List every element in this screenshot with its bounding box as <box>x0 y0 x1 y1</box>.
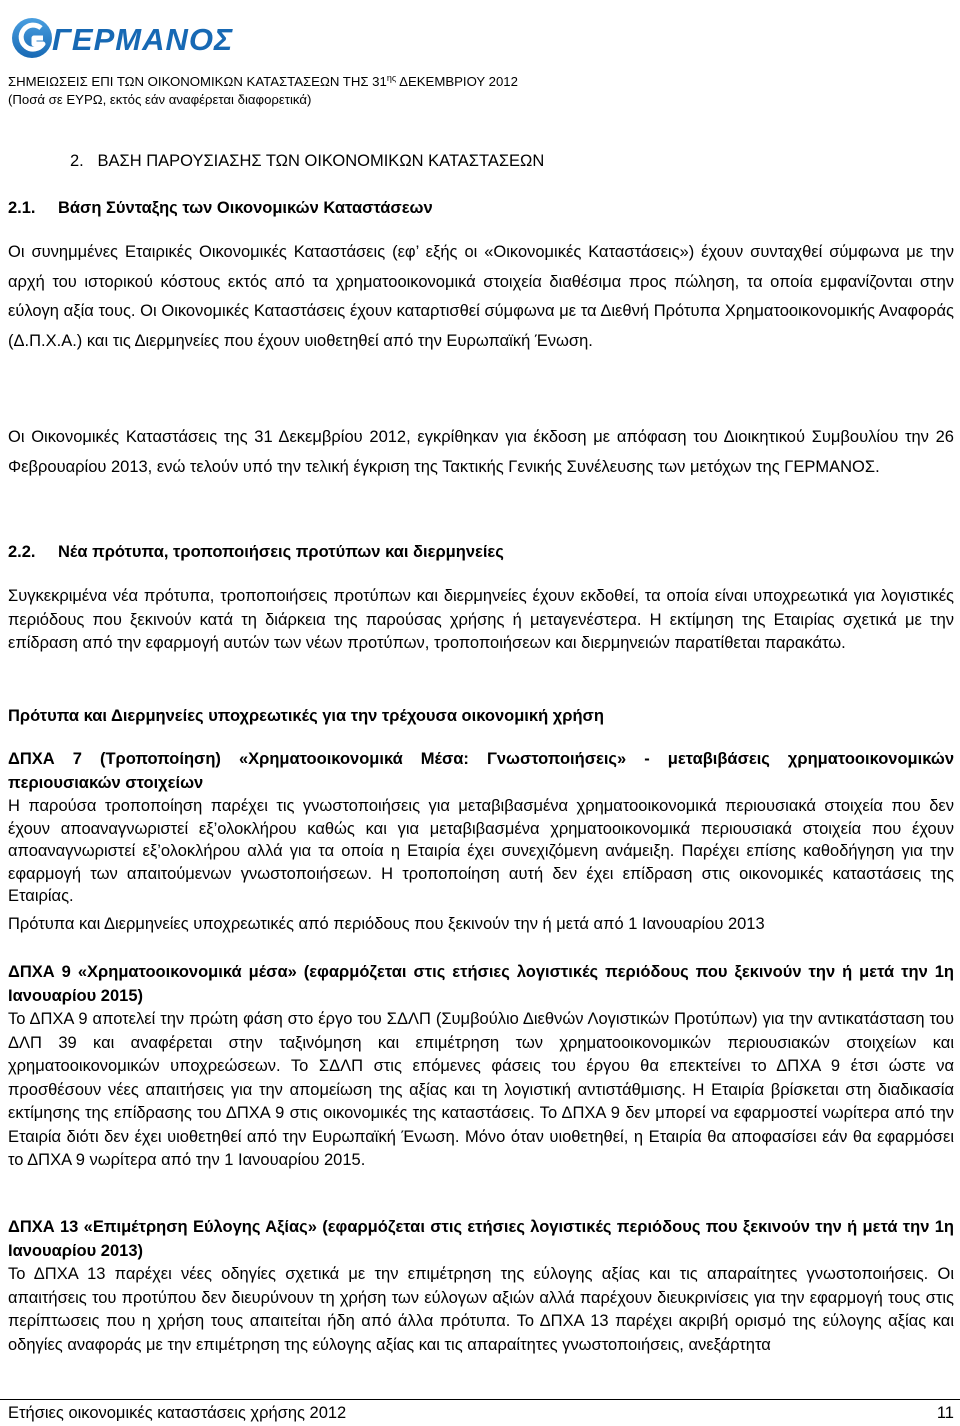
page-header-title: ΣΗΜΕΙΩΣΕΙΣ ΕΠΙ ΤΩΝ ΟΙΚΟΝΟΜΙΚΩΝ ΚΑΤΑΣΤΑΣΕΩΝ ΤΗΣ $31^{\eta\varsigma}$ ΔΕΚΕΜΒΡΙΟΥ 2012 <box>8 73 518 89</box>
ifrs13-heading: ΔΠΧΑ 13 «Επιμέτρηση Εύλογης Αξίας» (εφαρμόζεται στις ετήσιες λογιστικές περιόδους που ξεκινούν την ή μετά την 1η Ιανουαρίου 2013) <box>8 1218 954 1260</box>
new-standards-paragraph: Συγκεκριμένα νέα πρότυπα, τροποποιήσεις προτύπων και διερμηνείες έχουν εκδοθεί, τα οποία είναι υποχρεωτικά για λογιστικές περιόδους που ξεκινούν κατά τη διάρκεια της παρούσας χρήσης ή μεταγενέστερα. Η εκτίμηση της Εταιρίας σχετικά με την επίδραση από την εφαρμογή αυτών των νέων προτύπων, τροποποιήσεων και διερμηνειών παρατίθεται παρακάτω. <box>8 587 954 652</box>
germanos-logo <box>8 6 234 68</box>
subsection-heading-2-1: 2.1. Βάση Σύνταξης των Οικονομικών Καταστάσεων <box>8 199 433 217</box>
page-header-subtitle: (Ποσά σε ΕΥΡΩ, εκτός εάν αναφέρεται διαφορετικά) <box>8 92 312 107</box>
subsection-heading-2-2: 2.2. Νέα πρότυπα, τροποποιήσεις προτύπων και διερμηνείες <box>8 543 504 561</box>
page-number: 11 <box>936 1404 954 1422</box>
approval-paragraph: Οι Οικονομικές Καταστάσεις της 31 Δεκεμβρίου 2012, εγκρίθηκαν για έκδοση με απόφαση του Διοικητικού Συμβουλίου την 26 Φεβρουαρίου 2013, ενώ τελούν υπό την τελική έγκριση της Τακτικής Γενικής Συνέλευσης των μετόχων της ΓΕΡΜΑΝΟΣ. <box>8 428 954 476</box>
footer-title: Ετήσιες οικονομικές καταστάσεις χρήσης 2012 <box>8 1404 347 1422</box>
mandatory-standards-heading: Πρότυπα και Διερμηνείες υποχρεωτικές για την τρέχουσα οικονομική χρήση <box>8 707 604 725</box>
logo-text: ΓΕΡΜΑΝΟΣ <box>52 22 234 57</box>
ifrs9-heading: ΔΠΧΑ 9 «Χρηματοοικονομικά μέσα» (εφαρμόζεται στις ετήσιες λογιστικές περιόδους που ξεκινούν την ή μετά την 1η Ιανουαρίου 2015) <box>8 963 954 1005</box>
ifrs13-paragraph: Το ΔΠΧΑ 13 παρέχει νέες οδηγίες σχετικά με την επιμέτρηση της εύλογης αξίας και τις απαραίτητες γνωστοποιήσεις. Οι απαιτήσεις του προτύπου δεν διευρύνουν τη χρήση των εύλογων αξιών αλλά παρέχουν διευκρινίσεις για την εφαρμογή τους στις περίπτωσεις που η χρήση τους απαιτείται ήδη από άλλα πρότυπα. Το ΔΠΧΑ 13 παρέχει ακριβή ορισμό της εύλογης αξίας και οδηγίες αναφοράς με την επιμέτρηση της εύλογης αξίας και τις απαραίτητες γνωστοποιήσεις, ανεξάρτητα <box>8 1265 954 1354</box>
ifrs9-paragraph: Το ΔΠΧΑ 9 αποτελεί την πρώτη φάση στο έργο του ΣΔΛΠ (Συμβούλιο Διεθνών Λογιστικών Προτύπων) για την αντικατάσταση του ΔΛΠ 39 και αναφέρεται στην ταξινόμηση και επιμέτρηση των χρηματοοικονομικών περιουσιακών στοιχείων και χρηματοοικονομικών υποχρεώσεων. Το ΣΔΛΠ στις επόμενες φάσεις του έργου θα επεκτείνει το ΔΠΧΑ 9 έτσι ώστε να προσθέσουν νέες απαιτήσεις για την απομείωση της αξίας και τη λογιστική αντιστάθμισης. Η Εταιρία βρίσκεται στη διαδικασία εκτίμησης της επίδρασης του ΔΠΧΑ 9 στις οικονομικές της καταστάσεις. Το ΔΠΧΑ 9 δεν μπορεί να εφαρμοστεί νωρίτερα από την Εταιρία διότι δεν έχει υιοθετηθεί από την Ευρωπαϊκή Ένωση. Μόνο όταν υιοθετηθεί, η Εταιρία θα αποφασίσει εάν θα εφαρμόσει το ΔΠΧΑ 9 νωρίτερα από την 1 Ιανουαρίου 2015. <box>8 1010 954 1169</box>
footer-divider <box>0 1399 960 1400</box>
ifrs7-heading: ΔΠΧΑ 7 (Τροποποίηση) «Χρηματοοικονομικά Μέσα: Γνωστοποιήσεις» - μεταβιβάσεις χρηματοοικονομικών περιουσιακών στοιχείων <box>8 750 954 792</box>
section-heading: 2. ΒΑΣΗ ΠΑΡΟΥΣΙΑΣΗΣ ΤΩΝ ΟΙΚΟΝΟΜΙΚΩΝ ΚΑΤΑΣΤΑΣΕΩΝ <box>70 152 545 170</box>
basis-paragraph: Οι συνημμένες Εταιρικές Οικονομικές Καταστάσεις (εφ’ εξής οι «Οικονομικές Καταστάσεις») έχουν συνταχθεί σύμφωνα με την αρχή του ιστορικού κόστους εκτός από τα χρηματοοικονομικά στοιχεία διαθέσιμα προς πώληση, τα οποία εμφανίζονται στην εύλογη αξία τους. Οι Οικονομικές Καταστάσεις έχουν καταρτισθεί σύμφωνα με τα Διεθνή Πρότυπα Χρηματοοικονομικής Αναφοράς (Δ.Π.Χ.Α.) και τις Διερμηνείες που έχουν υιοθετηθεί από την Ευρωπαϊκή Ένωση. <box>8 243 954 350</box>
ifrs7-paragraph: Η παρούσα τροποποίηση παρέχει τις γνωστοποιήσεις για μεταβιβασμένα χρηματοοικονομικά περιουσιακά στοιχεία που δεν έχουν αποαναγνωριστεί εξ’ολοκλήρου καθώς και για μεταβιβασμένα χρηματοοικονομικά περιουσιακά στοιχεία που έχουν αποαναγνωριστεί εξ’ολοκλήρου αλλά για τα οποία η Εταιρία έχει συνεχιζόμενη ανάμειξη. Παρέχει επίσης καθοδήγηση για την εφαρμογή των απαιτούμενων γνωστοποιήσεων. Η τροποποίηση αυτή δεν έχει επίδραση στις οικονομικές καταστάσεις της Εταιρίας. <box>8 797 954 906</box>
future-standards-line: Πρότυπα και Διερμηνείες υποχρεωτικές από περιόδους που ξεκινούν την ή μετά από 1 Ιανουαρίου 2013 <box>8 915 765 933</box>
